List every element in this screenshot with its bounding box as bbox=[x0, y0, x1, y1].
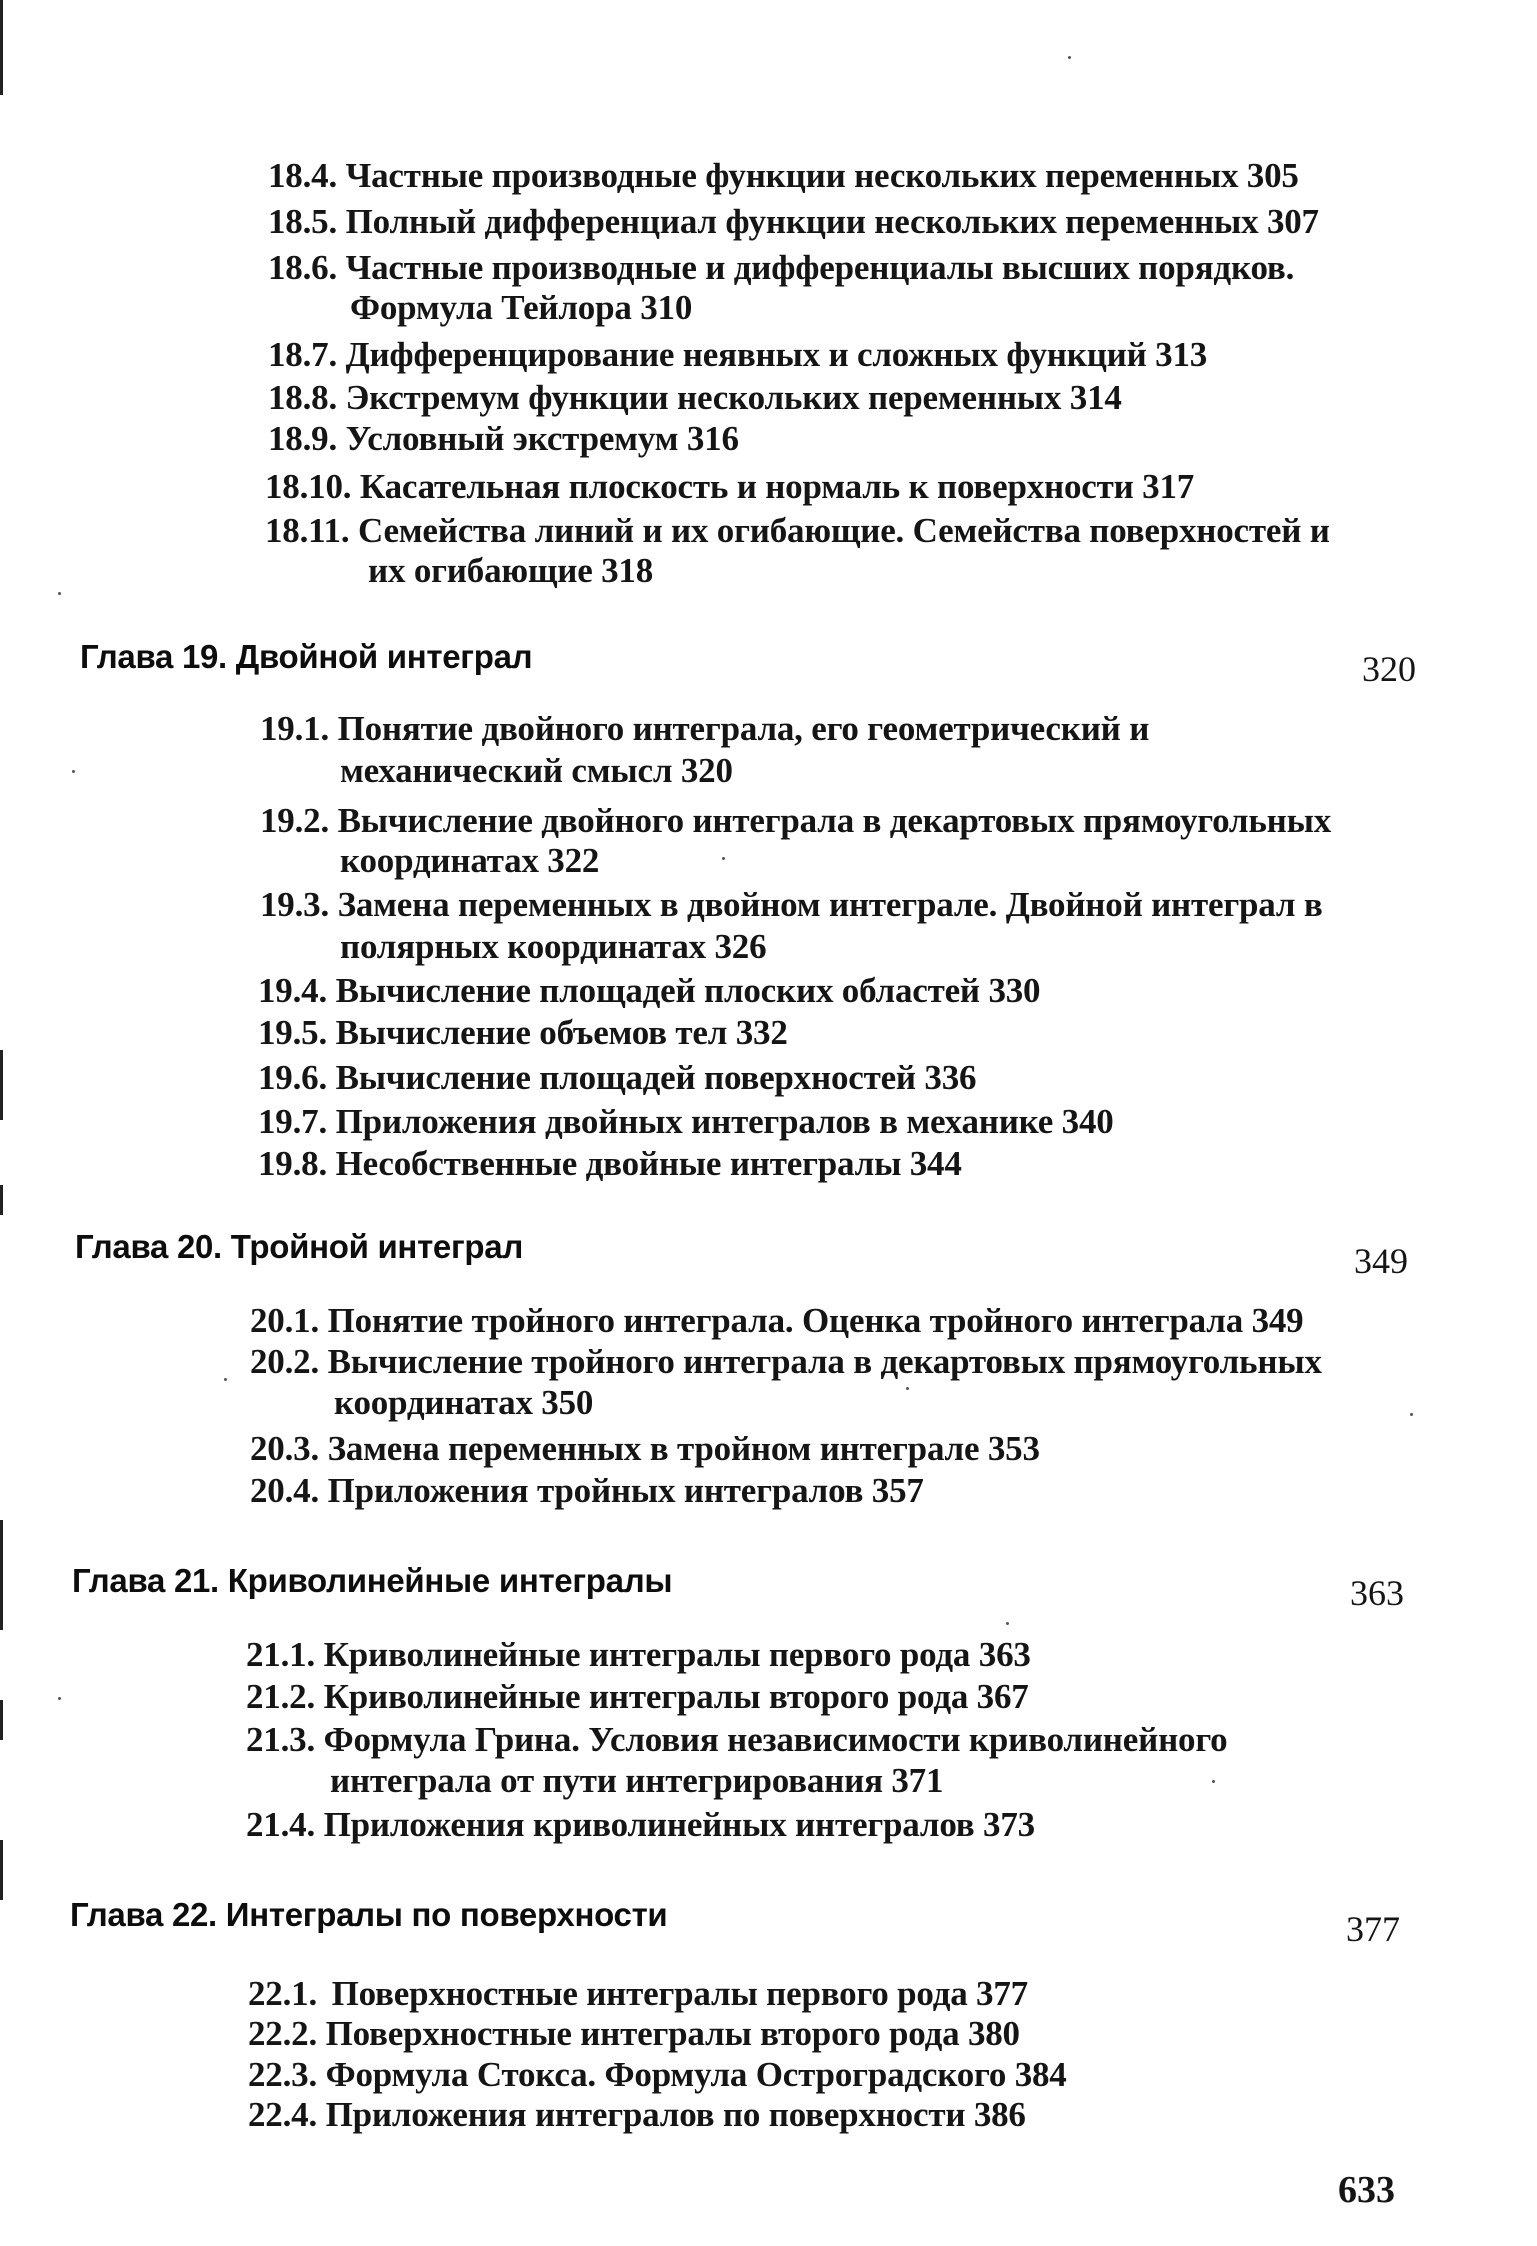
section-number: 19.6. bbox=[258, 1058, 328, 1097]
section-title: Понятие двойного интеграла, его геометрический и bbox=[337, 709, 1150, 748]
section-number: 19.2. bbox=[260, 801, 330, 840]
toc-section-19-6[interactable] bbox=[258, 1057, 976, 1098]
toc-section-18-8[interactable] bbox=[268, 377, 1122, 418]
scan-edge-mark bbox=[0, 0, 3, 95]
toc-section-20-3[interactable] bbox=[250, 1428, 1040, 1469]
section-number: 22.1. bbox=[248, 1974, 318, 2013]
toc-section-22-3[interactable] bbox=[248, 2054, 1067, 2095]
toc-section-18-9[interactable] bbox=[268, 418, 739, 459]
section-title: Формула Стокса. Формула Остроградского 384 bbox=[325, 2055, 1067, 2094]
scan-speck bbox=[1068, 56, 1071, 59]
section-title-continued: полярных координатах 326 bbox=[340, 927, 767, 966]
section-title-continued: интеграла от пути интегрирования 371 bbox=[330, 1761, 944, 1800]
section-title-continued: их огибающие 318 bbox=[368, 551, 654, 590]
chapter-heading-21[interactable]: Глава 21. Криволинейные интегралы bbox=[72, 1562, 673, 1599]
section-title-continued: Формула Тейлора 310 bbox=[350, 288, 693, 327]
section-number: 19.5. bbox=[258, 1013, 328, 1052]
section-title: Вычисление площадей поверхностей 336 bbox=[335, 1058, 977, 1097]
section-title-continued: координатах 322 bbox=[340, 841, 600, 880]
section-number: 21.1. bbox=[246, 1635, 316, 1674]
toc-section-22-1[interactable] bbox=[248, 1973, 1028, 2014]
toc-section-19-4[interactable] bbox=[258, 970, 1040, 1011]
toc-section-19-1[interactable] bbox=[260, 708, 1149, 749]
section-title: Криволинейные интегралы первого рода 363 bbox=[323, 1635, 1031, 1674]
toc-section-18-7[interactable] bbox=[268, 334, 1207, 375]
section-number: 22.4. bbox=[248, 2095, 318, 2134]
chapter-page-22: 377 bbox=[1346, 1909, 1400, 1949]
scan-speck bbox=[224, 1378, 227, 1381]
section-number: 18.6. bbox=[268, 248, 338, 287]
toc-section-19-7[interactable] bbox=[258, 1101, 1114, 1142]
section-number: 18.8. bbox=[268, 378, 338, 417]
toc-section-19-5[interactable] bbox=[258, 1012, 788, 1053]
section-number: 22.3. bbox=[248, 2055, 318, 2094]
scan-speck bbox=[72, 770, 75, 773]
toc-section-19-8[interactable] bbox=[258, 1143, 962, 1184]
section-number: 20.1. bbox=[250, 1301, 320, 1340]
section-number: 18.4. bbox=[268, 156, 338, 195]
page-number: 633 bbox=[1338, 2169, 1395, 2211]
toc-section-19-2[interactable] bbox=[260, 800, 1331, 841]
section-number: 20.2. bbox=[250, 1342, 320, 1381]
chapter-page-20: 349 bbox=[1354, 1241, 1408, 1281]
section-number: 18.5. bbox=[268, 202, 338, 241]
toc-section-18-10[interactable] bbox=[265, 466, 1194, 507]
toc-section-21-3[interactable] bbox=[246, 1719, 1227, 1760]
section-number: 19.7. bbox=[258, 1102, 328, 1141]
scan-edge-mark bbox=[0, 1185, 3, 1215]
section-number: 18.9. bbox=[268, 419, 338, 458]
section-title: Понятие тройного интеграла. Оценка тройного интеграла 349 bbox=[327, 1301, 1304, 1340]
chapter-heading-22[interactable]: Глава 22. Интегралы по поверхности bbox=[70, 1896, 668, 1933]
section-title: Полный дифференциал функции нескольких переменных 307 bbox=[345, 202, 1319, 241]
section-title-continued: координатах 350 bbox=[334, 1383, 594, 1422]
scan-speck bbox=[722, 857, 725, 860]
section-number: 19.1. bbox=[260, 709, 330, 748]
section-title: Вычисление площадей плоских областей 330 bbox=[335, 971, 1041, 1010]
section-number: 19.3. bbox=[260, 885, 330, 924]
section-title: Экстремум функции нескольких переменных 314 bbox=[345, 378, 1122, 417]
section-title: Поверхностные интегралы первого рода 377 bbox=[331, 1974, 1028, 2013]
toc-section-21-4[interactable] bbox=[246, 1804, 1035, 1845]
section-number: 21.3. bbox=[246, 1720, 316, 1759]
chapter-heading-20[interactable]: Глава 20. Тройной интеграл bbox=[75, 1228, 523, 1265]
section-title: Дифференцирование неявных и сложных функций 313 bbox=[345, 335, 1208, 374]
chapter-page-19: 320 bbox=[1362, 649, 1416, 689]
section-title: Вычисление двойного интеграла в декартовых прямоугольных bbox=[337, 801, 1332, 840]
chapter-page-21: 363 bbox=[1350, 1573, 1404, 1613]
section-number: 20.4. bbox=[250, 1471, 320, 1510]
toc-section-21-2[interactable] bbox=[246, 1676, 1029, 1717]
section-title: Приложения криволинейных интегралов 373 bbox=[323, 1805, 1035, 1844]
scan-edge-mark bbox=[0, 1050, 3, 1120]
toc-section-20-4[interactable] bbox=[250, 1470, 924, 1511]
section-number: 18.11. bbox=[265, 511, 350, 550]
toc-section-18-5[interactable] bbox=[268, 201, 1319, 242]
toc-section-18-11[interactable] bbox=[265, 510, 1330, 551]
section-title: Формула Грина. Условия независимости криволинейного bbox=[323, 1720, 1228, 1759]
section-number: 22.2. bbox=[248, 2014, 318, 2053]
toc-section-20-2[interactable] bbox=[250, 1341, 1322, 1382]
section-number: 20.3. bbox=[250, 1429, 320, 1468]
toc-section-22-4[interactable] bbox=[248, 2094, 1026, 2135]
scan-edge-mark bbox=[0, 1520, 3, 1630]
section-number: 21.4. bbox=[246, 1805, 316, 1844]
section-title: Криволинейные интегралы второго рода 367 bbox=[323, 1677, 1029, 1716]
scan-edge-mark bbox=[0, 1840, 3, 1900]
section-title: Вычисление тройного интеграла в декартовых прямоугольных bbox=[327, 1342, 1322, 1381]
section-title: Несобственные двойные интегралы 344 bbox=[335, 1144, 962, 1183]
section-number: 21.2. bbox=[246, 1677, 316, 1716]
section-title: Поверхностные интегралы второго рода 380 bbox=[325, 2014, 1020, 2053]
section-number: 18.10. bbox=[265, 467, 352, 506]
section-title-continued: механический смысл 320 bbox=[340, 751, 733, 790]
toc-section-22-2[interactable] bbox=[248, 2013, 1020, 2054]
section-title: Частные производные и дифференциалы высших порядков. bbox=[345, 248, 1295, 287]
scan-speck bbox=[58, 592, 61, 595]
scan-speck bbox=[1006, 1622, 1009, 1625]
section-title: Приложения тройных интегралов 357 bbox=[327, 1471, 924, 1510]
section-number: 18.7. bbox=[268, 335, 338, 374]
section-title: Приложения двойных интегралов в механике 340 bbox=[335, 1102, 1114, 1141]
scan-speck bbox=[1410, 1413, 1413, 1416]
scan-speck bbox=[906, 1387, 909, 1390]
section-title: Частные производные функции нескольких переменных 305 bbox=[345, 156, 1299, 195]
toc-section-21-1[interactable] bbox=[246, 1634, 1031, 1675]
section-title: Касательная плоскость и нормаль к поверхности 317 bbox=[359, 467, 1195, 506]
section-title: Вычисление объемов тел 332 bbox=[335, 1013, 788, 1052]
chapter-heading-19[interactable]: Глава 19. Двойной интеграл bbox=[80, 638, 533, 675]
toc-section-18-4[interactable] bbox=[268, 155, 1299, 196]
section-title: Условный экстремум 316 bbox=[345, 419, 739, 458]
scan-speck bbox=[58, 1697, 61, 1700]
section-number: 19.8. bbox=[258, 1144, 328, 1183]
toc-section-20-1[interactable] bbox=[250, 1300, 1303, 1341]
scan-edge-mark bbox=[0, 1700, 3, 1740]
toc-section-19-3[interactable] bbox=[260, 884, 1323, 925]
toc-section-18-6[interactable] bbox=[268, 247, 1294, 288]
section-title: Семейства линий и их огибающие. Семейства поверхностей и bbox=[357, 511, 1330, 550]
section-title: Приложения интегралов по поверхности 386 bbox=[325, 2095, 1026, 2134]
section-number: 19.4. bbox=[258, 971, 328, 1010]
scan-speck bbox=[1212, 1780, 1215, 1783]
section-title: Замена переменных в двойном интеграле. Двойной интеграл в bbox=[337, 885, 1323, 924]
section-title: Замена переменных в тройном интеграле 353 bbox=[327, 1429, 1040, 1468]
